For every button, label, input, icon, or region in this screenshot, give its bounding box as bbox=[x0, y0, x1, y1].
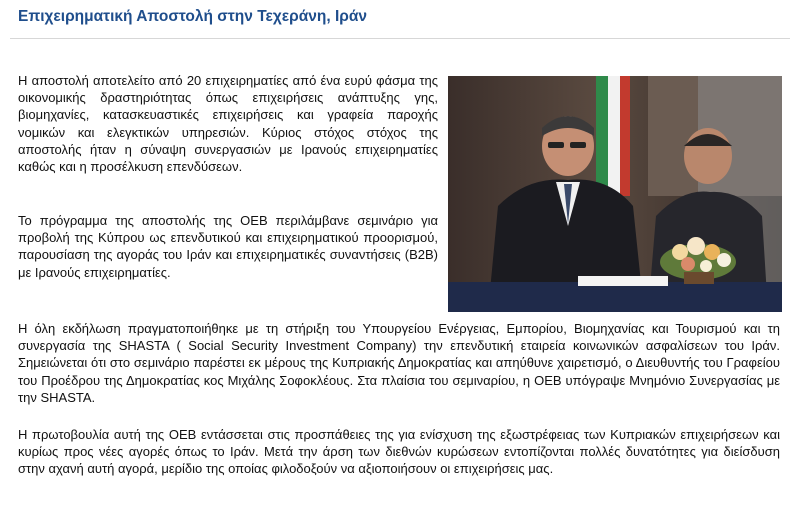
signing-ceremony-photo bbox=[448, 76, 782, 312]
article-paragraph-3: Η όλη εκδήλωση πραγματοποιήθηκε με τη στήριξη του Υπουργείου Ενέργειας, Εμπορίου, Βιομηχανίας και Τουρισμού και τη συνεργασία της SHASTA ( Social Security Investment Company) την επενδυτική εταιρεία κοινωνικών ασφαλίσεων του Ιράν. Σημειώνεται ότι στο σεμινάριο παρέστει εκ μέρους της Κυπριακής Δημοκρατίας και απηύθυνε χαιρετισμό, ο Διευθυντής του Γραφείου του Προέδρου της Δημοκρατίας κος Μιχάλης Σοφοκλέους. Στα πλαίσια του σεμιναρίου, η ΟΕΒ υπόγραψε Μνημόνιο Συνεργασίας με την SHASTA. bbox=[18, 321, 780, 405]
article-paragraph-2: Το πρόγραμμα της αποστολής της ΟΕΒ περιλάμβανε σεμινάριο για προβολή της Κύπρου ως επενδυτικού και επιχειρηματικού προορισμού, παρουσίαση της αγοράς του Ιράν και επιχειρηματικές συναντήσεις (Β2Β) με Ιρανούς επιχειρηματίες. bbox=[18, 213, 438, 280]
title-divider bbox=[10, 38, 790, 39]
article-paragraph-1: Η αποστολή αποτελείτο από 20 επιχειρηματίες από ένα ευρύ φάσμα της οικονομικής δραστηριότητας όπως επιχειρήσεις ανάπτυξης γης, βιομηχανίες, κατασκευαστικές επιχειρήσεις και γραφεία παροχής νομικών και ελεγκτικών υπηρεσιών. Κύριος στόχος στόχος της αποστολής ήταν η σύναψη συνεργασιών με Ιρανούς επιχειρηματίες καθώς και η προσέλκυση επενδύσεων. bbox=[18, 73, 438, 175]
article-paragraph-4: Η πρωτοβουλία αυτή της ΟΕΒ εντάσσεται στις προσπάθειες της για ενίσχυση της εξωστρέφειας των Κυπριακών επιχειρήσεων και κυρίως προς νέες αγορές όπως το Ιράν. Μετά την άρση των διεθνών κυρώσεων εντοπίζονται πολλές δυνατότητες για διείσδυση στην αχανή αυτή αγορά, μερίδιο της οποίας φιλοδοξούν να αξιοποιήσουν οι επιχειρήσεις μας. bbox=[18, 427, 780, 477]
page-title: Επιχειρηματική Αποστολή στην Τεχεράνη, Ιράν bbox=[18, 8, 368, 25]
